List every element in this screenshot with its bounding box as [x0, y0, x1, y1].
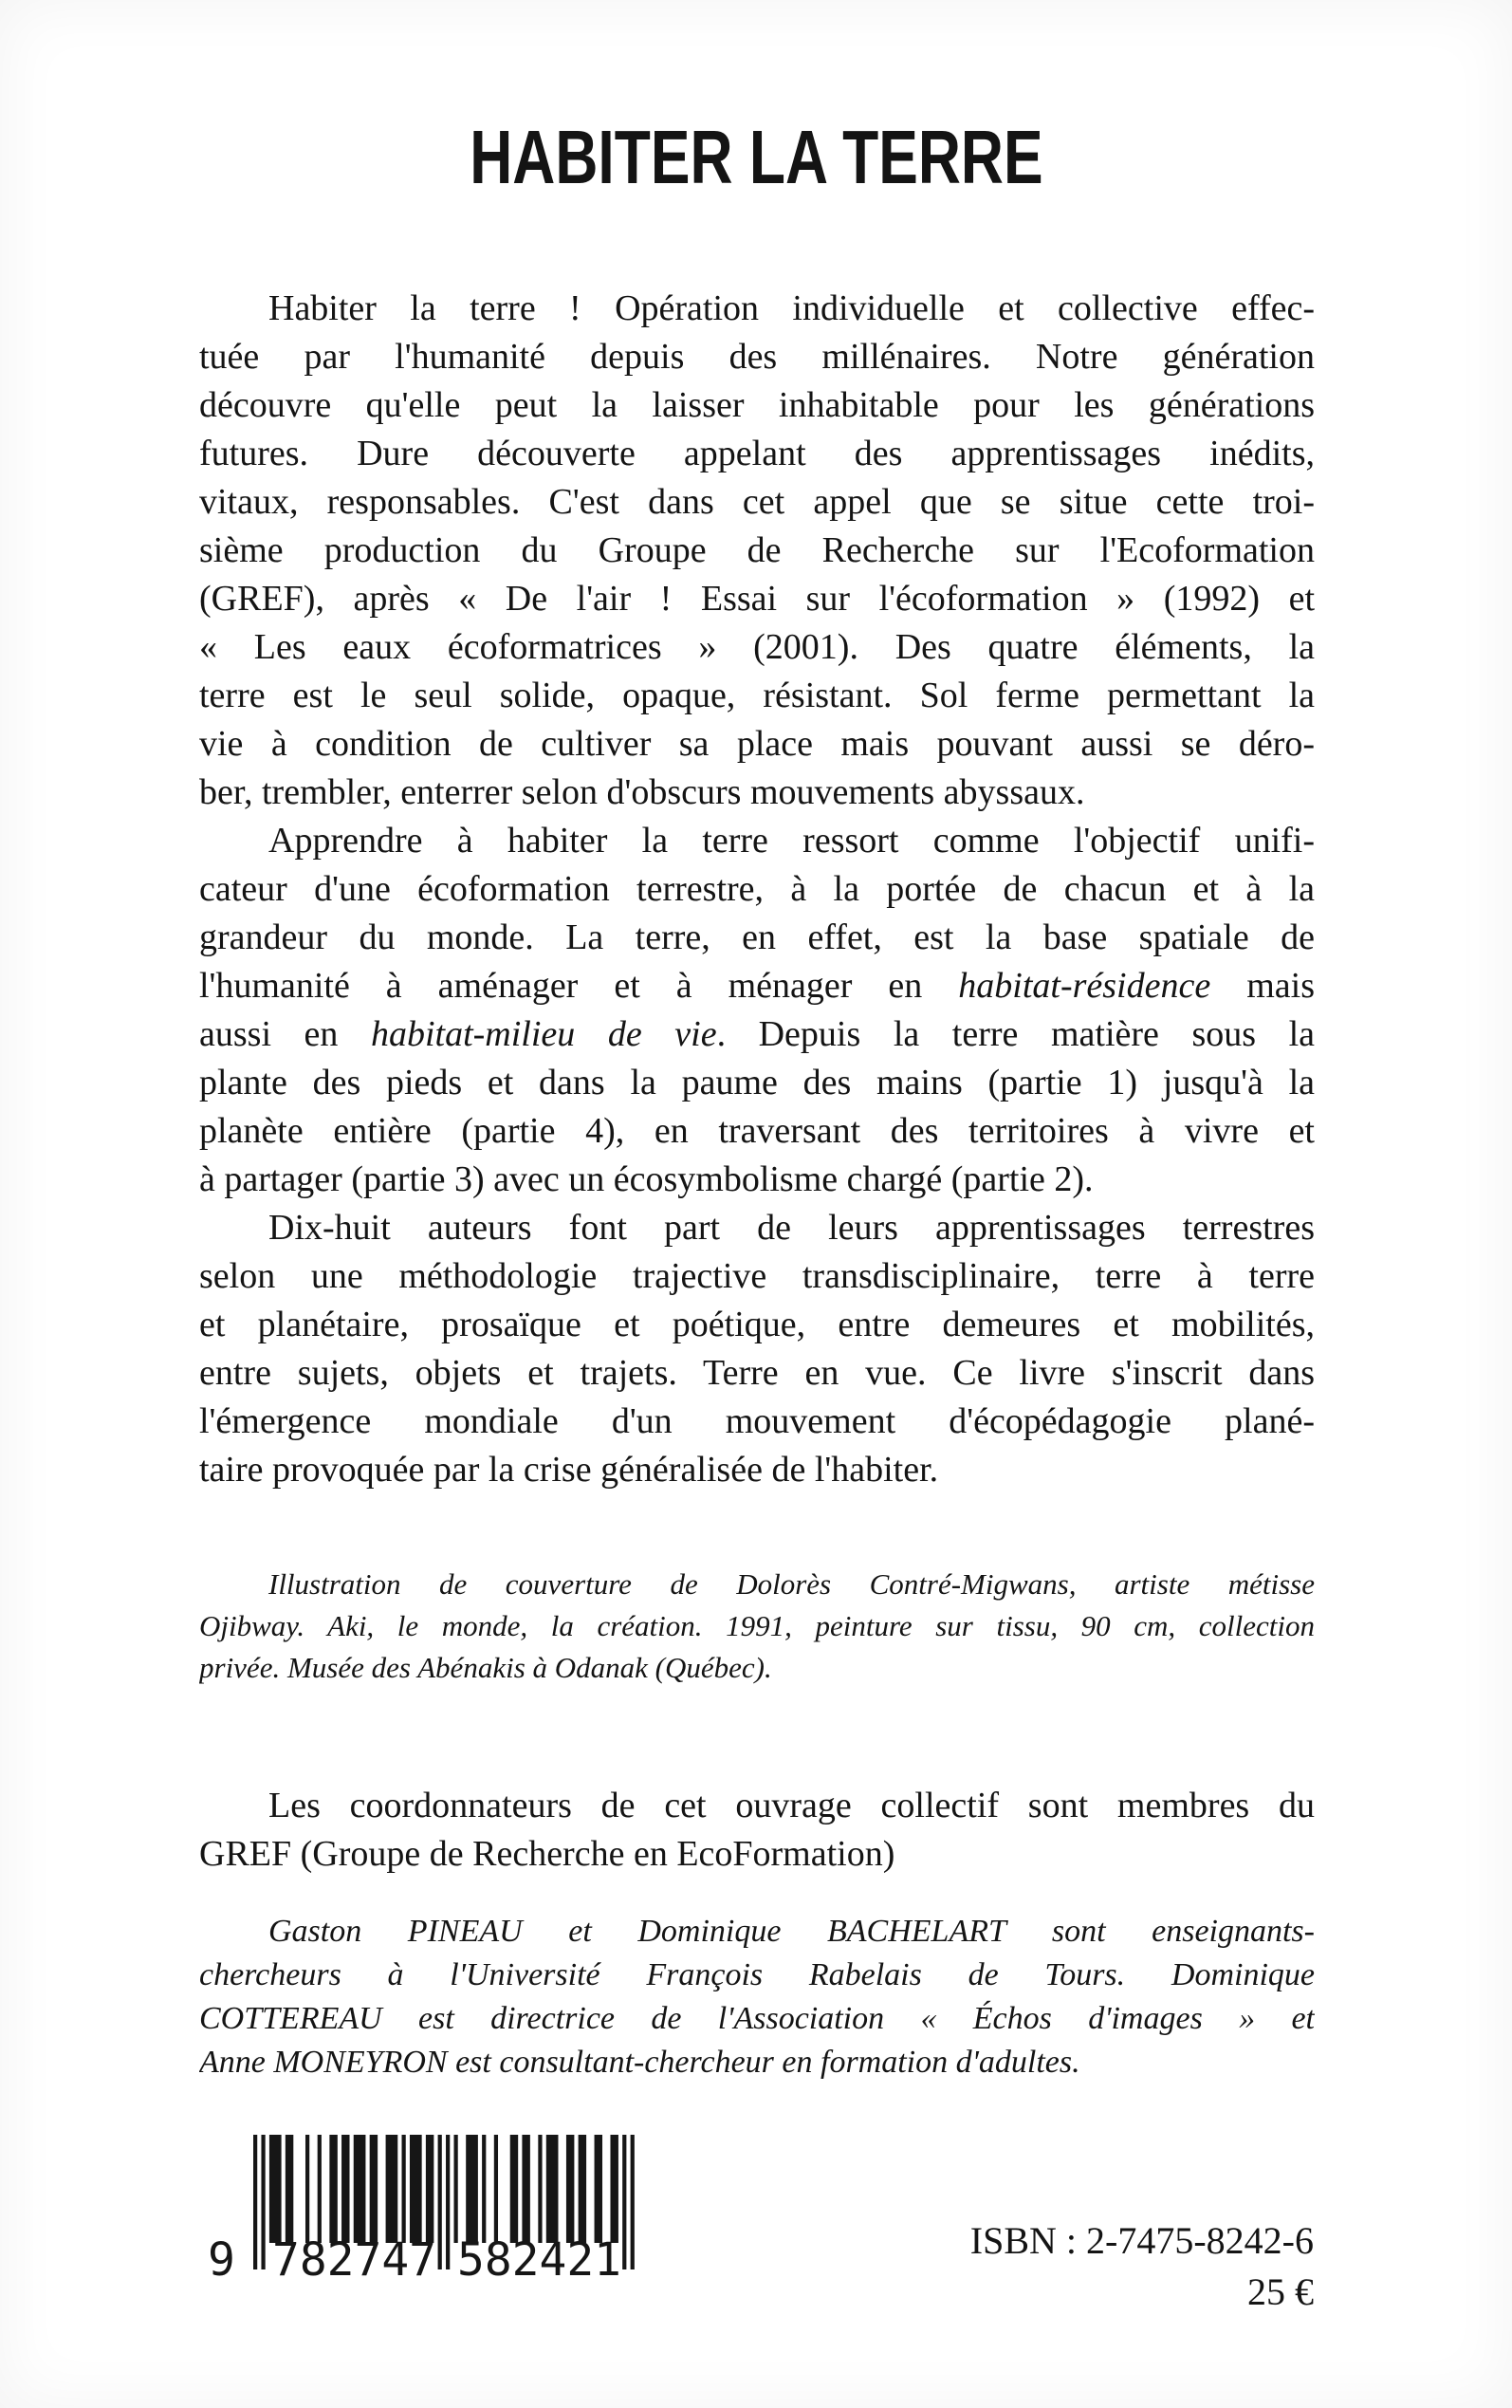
text-line: ber, trembler, enterrer selon d'obscurs mouvements abyssaux.	[199, 772, 1085, 812]
text-line: Ojibway. Aki, le monde, la création. 1991, peinture sur tissu, 90 cm, collection	[199, 1609, 1315, 1642]
authors-note	[199, 1910, 1315, 2084]
text-line: tuée par l'humanité depuis des millénaires. Notre génération	[199, 337, 1315, 377]
text-line: l'émergence mondiale d'un mouvement d'écopédagogie plané-	[199, 1401, 1315, 1441]
text-line: entre sujets, objets et trajets. Terre en vue. Ce livre s'inscrit dans	[199, 1353, 1315, 1393]
price-text: 25 €	[1247, 2270, 1314, 2313]
coordinators-note	[199, 1782, 1315, 1879]
text-line: Apprendre à habiter la terre ressort comme l'objectif unifi-	[268, 821, 1315, 861]
text-line: selon une méthodologie trajective transdisciplinaire, terre à terre	[199, 1256, 1315, 1296]
text-line: COTTEREAU est directrice de l'Association « Échos d'images » et	[199, 2001, 1315, 2036]
text-line: Illustration de couverture de Dolorès Contré-Migwans, artiste métisse	[268, 1567, 1315, 1601]
text-line: planète entière (partie 4), en traversant des territoires à vivre et	[199, 1111, 1315, 1151]
text-line: chercheurs à l'Université François Rabelais de Tours. Dominique	[199, 1957, 1315, 1992]
text-line: et planétaire, prosaïque et poétique, entre demeures et mobilités,	[199, 1305, 1315, 1344]
paragraph	[199, 1204, 1315, 1494]
text-line: grandeur du monde. La terre, en effet, est la base spatiale de	[199, 917, 1315, 957]
barcode-right-group: 582421	[457, 2233, 621, 2279]
text-line: Les coordonnateurs de cet ouvrage collectif sont membres du	[268, 1786, 1315, 1825]
text-line: Gaston PINEAU et Dominique BACHELART sont enseignants-	[268, 1914, 1315, 1949]
isbn-price-block	[970, 2215, 1314, 2318]
isbn-text: ISBN : 2-7475-8242-6	[969, 2219, 1314, 2262]
text-line: privée. Musée des Abénakis à Odanak (Québec).	[199, 1651, 772, 1684]
ean-barcode	[199, 2135, 645, 2279]
paragraph	[199, 285, 1315, 817]
text-line: découvre qu'elle peut la laisser inhabitable pour les générations	[199, 385, 1315, 425]
cover-credit	[199, 1564, 1315, 1689]
text-line: à partager (partie 3) avec un écosymbolisme chargé (partie 2).	[199, 1159, 1094, 1199]
text-line: cateur d'une écoformation terrestre, à la portée de chacun et à la	[199, 869, 1315, 909]
text-line: vie à condition de cultiver sa place mais pouvant aussi se déro-	[199, 724, 1315, 764]
text-line: aussi en habitat-milieu de vie. Depuis la terre matière sous la	[199, 1014, 1315, 1054]
text-line: taire provoquée par la crise généralisée de l'habiter.	[199, 1450, 939, 1490]
text-line: « Les eaux écoformatrices » (2001). Des quatre éléments, la	[199, 627, 1315, 667]
text-line: l'humanité à aménager et à ménager en habitat-résidence mais	[199, 966, 1315, 1006]
text-line: plante des pieds et dans la paume des mains (partie 1) jusqu'à la	[199, 1063, 1315, 1102]
paragraph	[199, 817, 1315, 1204]
book-title-text: HABITER LA TERRE	[469, 115, 1043, 199]
text-line: futures. Dure découverte appelant des apprentissages inédits,	[199, 434, 1315, 473]
book-title	[0, 115, 1512, 199]
text-line: vitaux, responsables. C'est dans cet appel que se situe cette troi-	[199, 482, 1315, 522]
text-line: Habiter la terre ! Opération individuelle et collective effec-	[268, 288, 1315, 328]
synopsis	[199, 285, 1315, 1494]
text-line: terre est le seul solide, opaque, résistant. Sol ferme permettant la	[199, 676, 1315, 715]
text-line: Anne MONEYRON est consultant-chercheur en formation d'adultes.	[199, 2045, 1080, 2080]
barcode-left-group: 782747	[272, 2233, 436, 2279]
text-line: Dix-huit auteurs font part de leurs apprentissages terrestres	[268, 1208, 1315, 1248]
barcode-first-digit: 9	[208, 2233, 235, 2279]
text-line: sième production du Groupe de Recherche sur l'Ecoformation	[199, 530, 1315, 570]
text-line: GREF (Groupe de Recherche en EcoFormation)	[199, 1834, 895, 1874]
text-line: (GREF), après « De l'air ! Essai sur l'écoformation » (1992) et	[199, 579, 1315, 619]
